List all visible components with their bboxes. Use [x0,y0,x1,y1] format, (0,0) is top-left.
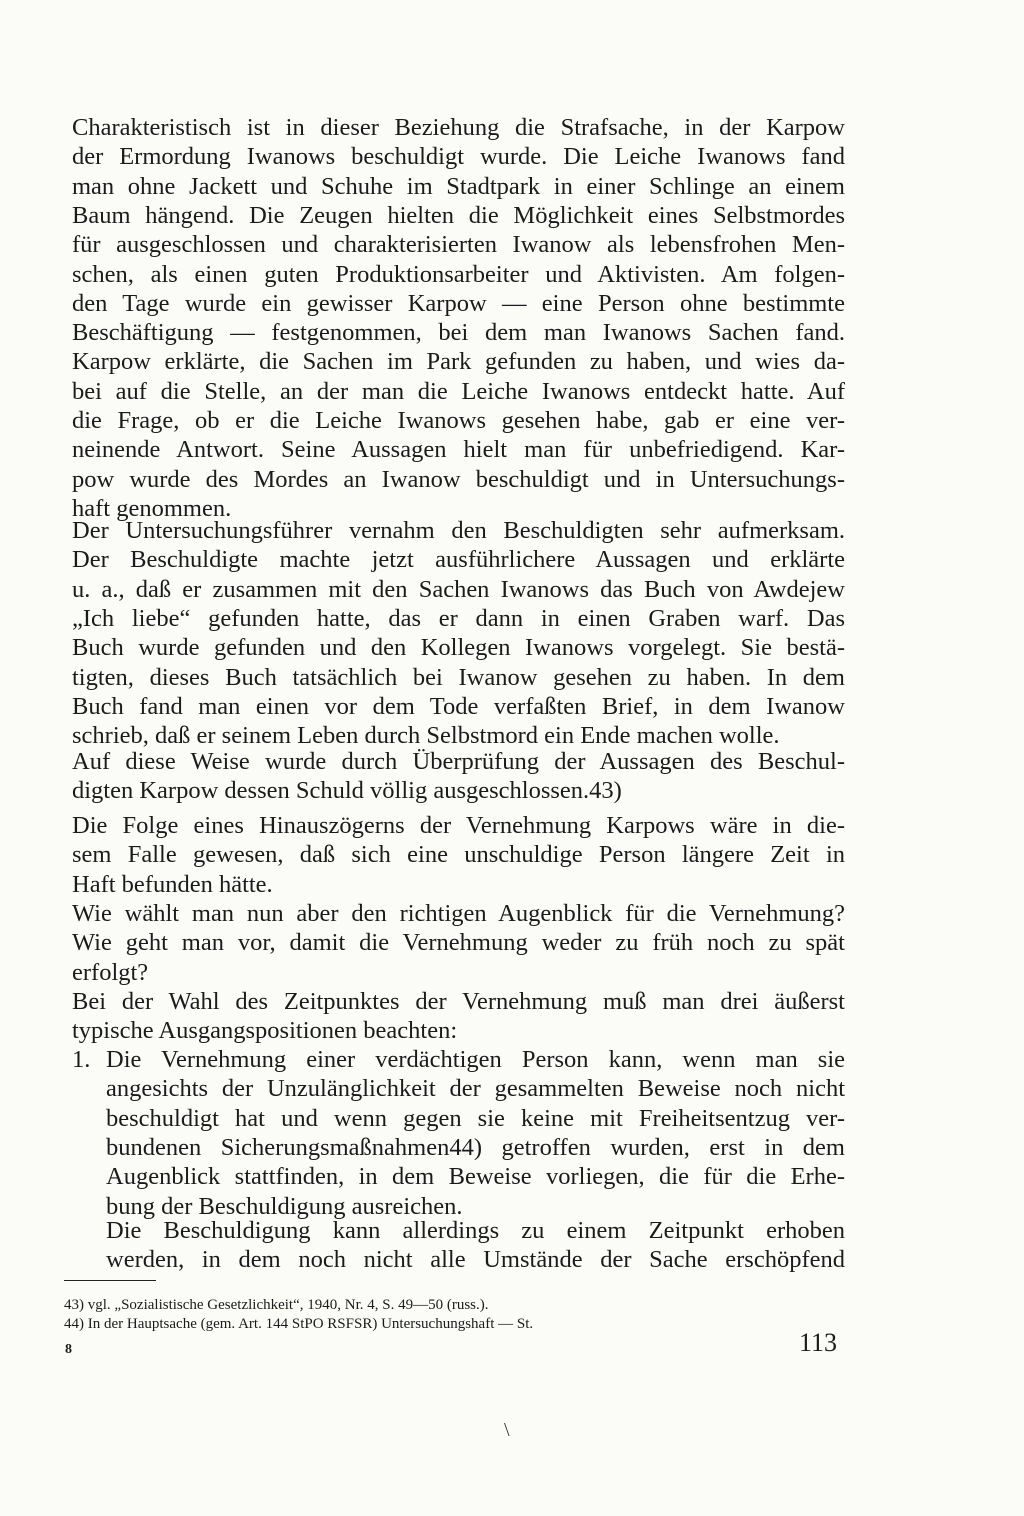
text-line: bung der Beschuldigung ausreichen. [106,1192,463,1220]
text-line: den Tage wurde ein gewisser Karpow — eine Person ohne bestimmte [72,289,845,317]
footnote-43: 43) vgl. „Sozialistische Gesetzlichkeit“, 1940, Nr. 4, S. 49—50 (russ.). [64,1297,489,1313]
text-line: digten Karpow dessen Schuld völlig ausgeschlossen.43) [72,777,622,805]
text-line: Die Folge eines Hinauszögerns der Vernehmung Karpows wäre in die- [72,812,845,839]
text-line: Haft befunden hätte. [72,870,273,898]
text-line: Der Beschuldigte machte jetzt ausführlichere Aussagen und erklärte [72,546,845,574]
text-line: beschuldigt hat und wenn gegen sie keine mit Freiheitsentzug ver- [106,1104,845,1132]
text-line: u. a., daß er zusammen mit den Sachen Iwanows das Buch von Awdejew [72,575,845,603]
footnote-44: 44) In der Hauptsache (gem. Art. 144 StPO RSFSR) Untersuchungshaft — St. [64,1316,534,1332]
text-line: Charakteristisch ist in dieser Beziehung die Strafsache, in der Karpow [72,114,845,141]
text-line: neinende Antwort. Seine Aussagen hielt man für unbefriedigend. Kar- [72,436,845,464]
text-line: Die Beschuldigung kann allerdings zu einem Zeitpunkt erhoben [106,1217,845,1244]
text-line: bundenen Sicherungsmaßnahmen44) getroffen wurden, erst in dem [106,1133,845,1161]
text-line: erfolgt? [72,958,149,986]
text-line: Auf diese Weise wurde durch Überprüfung der Aussagen des Beschul- [72,748,845,775]
text-line: Baum hängend. Die Zeugen hielten die Möglichkeit eines Selbstmordes [72,201,845,229]
text-line: sem Falle gewesen, daß sich eine unschuldige Person längere Zeit in [72,841,845,869]
text-line: Der Untersuchungsführer vernahm den Beschuldigten sehr aufmerksam. [72,517,845,544]
stray-mark: \ [504,1419,510,1441]
text-line: „Ich liebe“ gefunden hatte, das er dann in einen Graben warf. Das [72,604,845,632]
text-line: werden, in dem noch nicht alle Umstände der Sache erschöpfend [106,1246,845,1274]
page-number: 113 [799,1328,838,1357]
text-line: typische Ausgangspositionen beachten: [72,1017,458,1045]
text-line: bei auf die Stelle, an der man die Leiche Iwanows entdeckt hatte. Auf [72,377,845,405]
text-line: angesichts der Unzulänglichkeit der gesammelten Beweise noch nicht [106,1075,845,1103]
list-item-number: 1. [72,1046,91,1073]
text-line: Buch fand man einen vor dem Tode verfaßten Brief, in dem Iwanow [72,692,845,720]
text-line: schrieb, daß er seinem Leben durch Selbstmord ein Ende machen wolle. [72,722,780,750]
text-line: tigten, dieses Buch tatsächlich bei Iwanow gesehen zu haben. In dem [72,663,845,691]
text-line: Karpow erklärte, die Sachen im Park gefunden zu haben, und wies da- [72,348,845,376]
signature-mark: 8 [65,1342,72,1357]
text-line: Wie wählt man nun aber den richtigen Augenblick für die Vernehmung? [72,900,845,927]
text-line: pow wurde des Mordes an Iwanow beschuldigt und in Untersuchungs- [72,465,845,493]
footnote-separator [64,1280,156,1281]
text-line: Bei der Wahl des Zeitpunktes der Vernehmung muß man drei äußerst [72,988,845,1015]
text-line: Die Vernehmung einer verdächtigen Person kann, wenn man sie [106,1046,845,1073]
text-line: haft genommen. [72,494,232,522]
text-line: Buch wurde gefunden und den Kollegen Iwanows vorgelegt. Sie bestä- [72,634,845,662]
text-line: Beschäftigung — festgenommen, bei dem man Iwanows Sachen fand. [72,319,845,347]
text-line: man ohne Jackett und Schuhe im Stadtpark in einer Schlinge an einem [72,172,845,200]
text-line: der Ermordung Iwanows beschuldigt wurde. Die Leiche Iwanows fand [72,143,845,171]
text-line: Wie geht man vor, damit die Vernehmung weder zu früh noch zu spät [72,929,845,957]
text-line: schen, als einen guten Produktionsarbeiter und Aktivisten. Am folgen- [72,260,845,288]
text-line: Augenblick stattfinden, in dem Beweise vorliegen, die für die Erhe- [106,1163,845,1191]
text-line: für ausgeschlossen und charakterisierten Iwanow als lebensfrohen Men- [72,231,845,259]
text-line: die Frage, ob er die Leiche Iwanows gesehen habe, gab er eine ver- [72,407,845,434]
